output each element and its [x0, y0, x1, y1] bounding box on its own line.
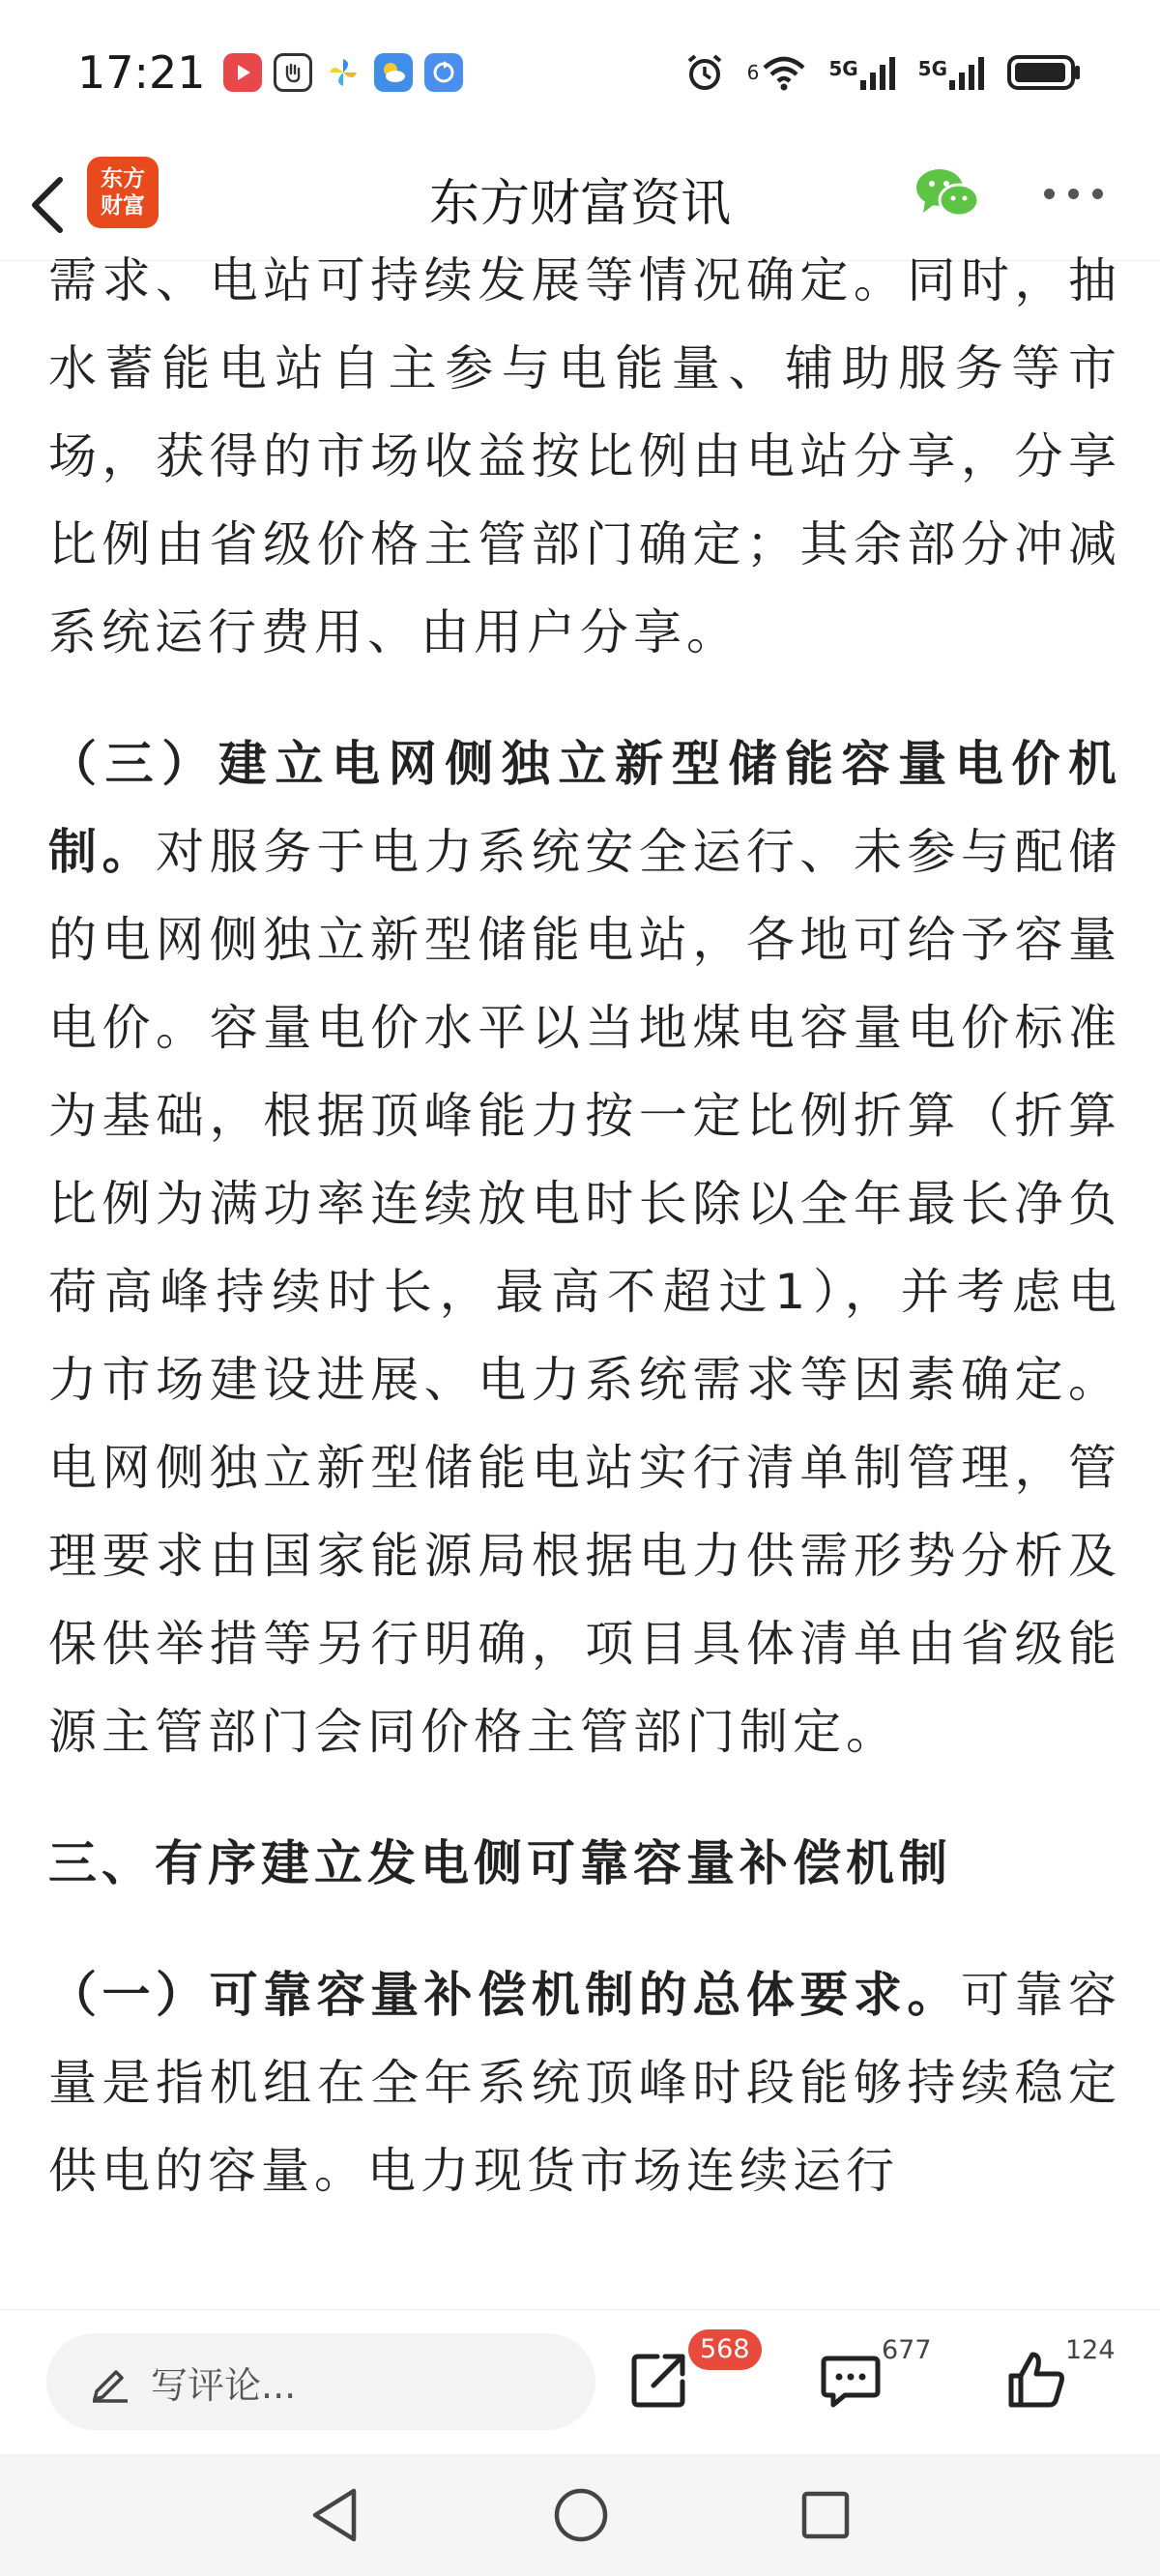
article-body: [48, 237, 1121, 2259]
hand-app-icon: [274, 53, 312, 92]
bottom-action-bar: [0, 2309, 1160, 2454]
battery-icon: [1007, 53, 1083, 92]
comment-input[interactable]: [46, 2333, 595, 2430]
paragraph-lead-bold: （一）可靠容量补偿机制的总体要求。: [48, 1967, 961, 2023]
video-app-icon: [223, 53, 262, 92]
logo-text-line1: 东方: [101, 166, 145, 191]
paragraph-text: 对服务于电力系统安全运行、未参与配储的电网侧独立新型储能电站，各地可给予容量电价。容量电价水平以当地煤电容量电价标准为基础，根据顶峰能力按一定比例折算（折算比例为满功率连续放电时长除以全年最长净负荷高峰持续时长，最高不超过1），并考虑电力市场建设进展、电力系统需求等因素确定。电网侧独立新型储能电站实行清单制管理，管理要求由国家能源局根据电力供需形势分析及保供举措等另行明确，项目具体清单由省级能源主管部门会同价格主管部门制定。: [48, 824, 1122, 1760]
like-button[interactable]: [1005, 2349, 1067, 2411]
comment-placeholder: 写评论...: [151, 2363, 297, 2407]
like-count: 124: [1065, 2335, 1116, 2365]
paragraph-lead-bold: （三）建立电网侧独立新型储能容量电价机制。: [48, 736, 1121, 880]
sync-app-icon: [424, 53, 463, 92]
pen-icon: [89, 2360, 131, 2403]
back-triangle-icon[interactable]: [307, 2485, 362, 2545]
chevron-left-icon: [21, 174, 75, 236]
more-options-button[interactable]: [1044, 182, 1108, 205]
app-logo: [87, 157, 159, 228]
signal-icon: 5G: [918, 53, 986, 92]
share-button[interactable]: [628, 2349, 690, 2411]
comment-count: 677: [882, 2335, 932, 2365]
alarm-icon: [683, 51, 726, 94]
dot-icon: [1068, 189, 1079, 199]
comment-bubble-icon: [820, 2349, 882, 2411]
notification-icons: [223, 53, 463, 92]
dot-icon: [1044, 189, 1055, 199]
section-heading: 三、有序建立发电侧可靠容量补偿机制: [48, 1835, 952, 1891]
pinwheel-app-icon: [324, 53, 362, 92]
page-title: 东方财富资讯: [428, 175, 731, 233]
wechat-icon: [914, 164, 981, 222]
dot-icon: [1092, 189, 1103, 199]
article-paragraph: [48, 720, 1121, 1776]
weather-app-icon: [374, 53, 413, 92]
article-paragraph: 需求、电站可持续发展等情况确定。同时，抽水蓄能电站自主参与电能量、辅助服务等市场，获得的市场收益按比例由电站分享，分享比例由省级价格主管部门确定；其余部分冲减系统运行费用、由用户分享。: [48, 252, 1121, 660]
home-circle-icon[interactable]: [551, 2485, 611, 2545]
signal-icon: 5G: [828, 53, 896, 92]
article-paragraph: [48, 1951, 1121, 2215]
recent-apps-icon[interactable]: [798, 2485, 853, 2545]
system-navigation-bar: [0, 2454, 1160, 2576]
paragraph-text: 可靠容量是指机组在全年系统顶峰时段能够持续稳定供电的容量。电力现货市场连续运行: [48, 1967, 1122, 2199]
wechat-share-button[interactable]: [914, 164, 981, 222]
comments-button[interactable]: [820, 2349, 882, 2411]
system-icons: [683, 51, 1083, 94]
share-icon: [628, 2349, 690, 2411]
wifi-icon: 6: [747, 54, 808, 91]
logo-text-line2: 财富: [101, 193, 145, 219]
thumbs-up-icon: [1005, 2349, 1067, 2411]
status-bar: [0, 0, 1160, 145]
status-time: 17:21: [77, 46, 206, 99]
share-count-badge: 568: [688, 2329, 762, 2370]
back-button[interactable]: [21, 174, 75, 236]
